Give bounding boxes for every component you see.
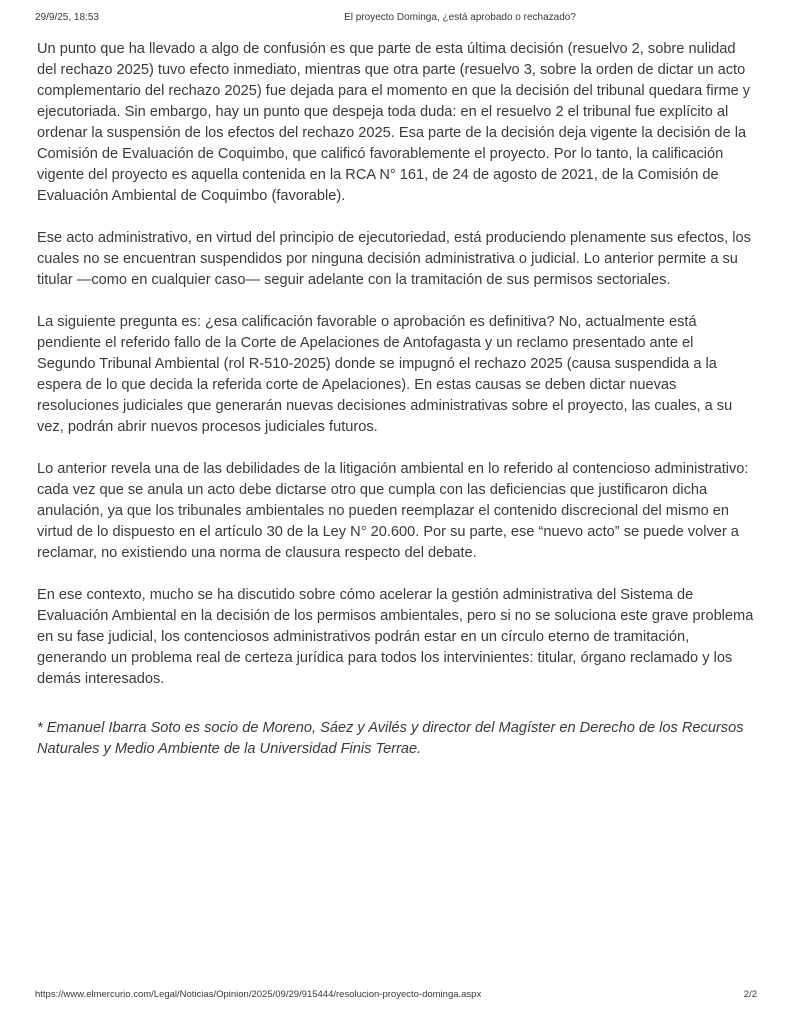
article-paragraph: Lo anterior revela una de las debilidades de la litigación ambiental en lo referido al contencioso administrativo: cada vez que se anula un acto debe dictarse otro que cumpla con las deficiencias que justificaron dicha anulación, ya que los tribunales ambientales no pueden reemplazar el contenido discrecional del mismo en virtud de lo dispuesto en el artículo 30 de la Ley N° 20.600. Por su parte, ese “nuevo acto” se puede volver a reclamar, no existiendo una norma de clausura respecto del debate. <box>37 461 749 561</box>
article-paragraph: En ese contexto, mucho se ha discutido sobre cómo acelerar la gestión administrativa del Sistema de Evaluación Ambiental en la decisión de los permisos ambientales, pero si no se soluciona este grave problema en su fase judicial, los contenciosos administrativos podrán estar en un círculo eterno de tramitación, generando un problema real de certeza jurídica para todos los intervinientes: titular, órgano reclamado y los demás interesados. <box>37 587 754 687</box>
print-footer <box>35 989 757 1000</box>
author-note: * Emanuel Ibarra Soto es socio de Moreno, Sáez y Avilés y director del Magíster en Derecho de los Recursos Naturales y Medio Ambiente de la Universidad Finis Terrae. <box>37 720 744 757</box>
document-title: El proyecto Dominga, ¿está aprobado o rechazado? <box>344 12 576 23</box>
print-header <box>35 12 757 26</box>
article-paragraph: La siguiente pregunta es: ¿esa calificación favorable o aprobación es definitiva? No, actualmente está pendiente el referido fallo de la Corte de Apelaciones de Antofagasta y un reclamo presentado ante el Segundo Tribunal Ambiental (rol R-510-2025) donde se impugnó el rechazo 2025 (causa suspendida a la espera de lo que decida la referida corte de Apelaciones). En estas causas se deben dictar nuevas resoluciones judiciales que generarán nuevas decisiones administrativas sobre el proyecto, las cuales, a su vez, podrán abrir nuevos procesos judiciales futuros. <box>37 314 733 435</box>
header-datetime: 29/9/25, 18:53 <box>35 12 99 23</box>
page-number: 2/2 <box>743 989 757 1000</box>
article-paragraph: Ese acto administrativo, en virtud del principio de ejecutoriedad, está produciendo plenamente sus efectos, los cuales no se encuentran suspendidos por ninguna decisión administrativa o judicial. Lo anterior permite a su titular —como en cualquier caso— seguir adelante con la tramitación de sus permisos sectoriales. <box>37 230 751 288</box>
article-paragraph: Un punto que ha llevado a algo de confusión es que parte de esta última decisión (resuelvo 2, sobre nulidad del rechazo 2025) tuvo efecto inmediato, mientras que otra parte (resuelvo 3, sobre la orden de dictar un acto complementario del rechazo 2025) fue dejada para el momento en que la decisión del tribunal quedara firme y ejecutoriada. Sin embargo, hay un punto que despeja toda duda: en el resuelvo 2 el tribunal fue explícito al ordenar la suspensión de los efectos del rechazo 2025. Esa parte de la decisión deja vigente la decisión de la Comisión de Evaluación de Coquimbo, que calificó favorablemente el proyecto. Por lo tanto, la calificación vigente del proyecto es aquella contenida en la RCA N° 161, de 24 de agosto de 2021, de la Comisión de Evaluación Ambiental de Coquimbo (favorable). <box>37 41 751 204</box>
article-body <box>37 39 754 781</box>
footer-url: https://www.elmercurio.com/Legal/Noticias/Opinion/2025/09/29/915444/resolucion-proyecto-dominga.aspx <box>35 989 482 1000</box>
